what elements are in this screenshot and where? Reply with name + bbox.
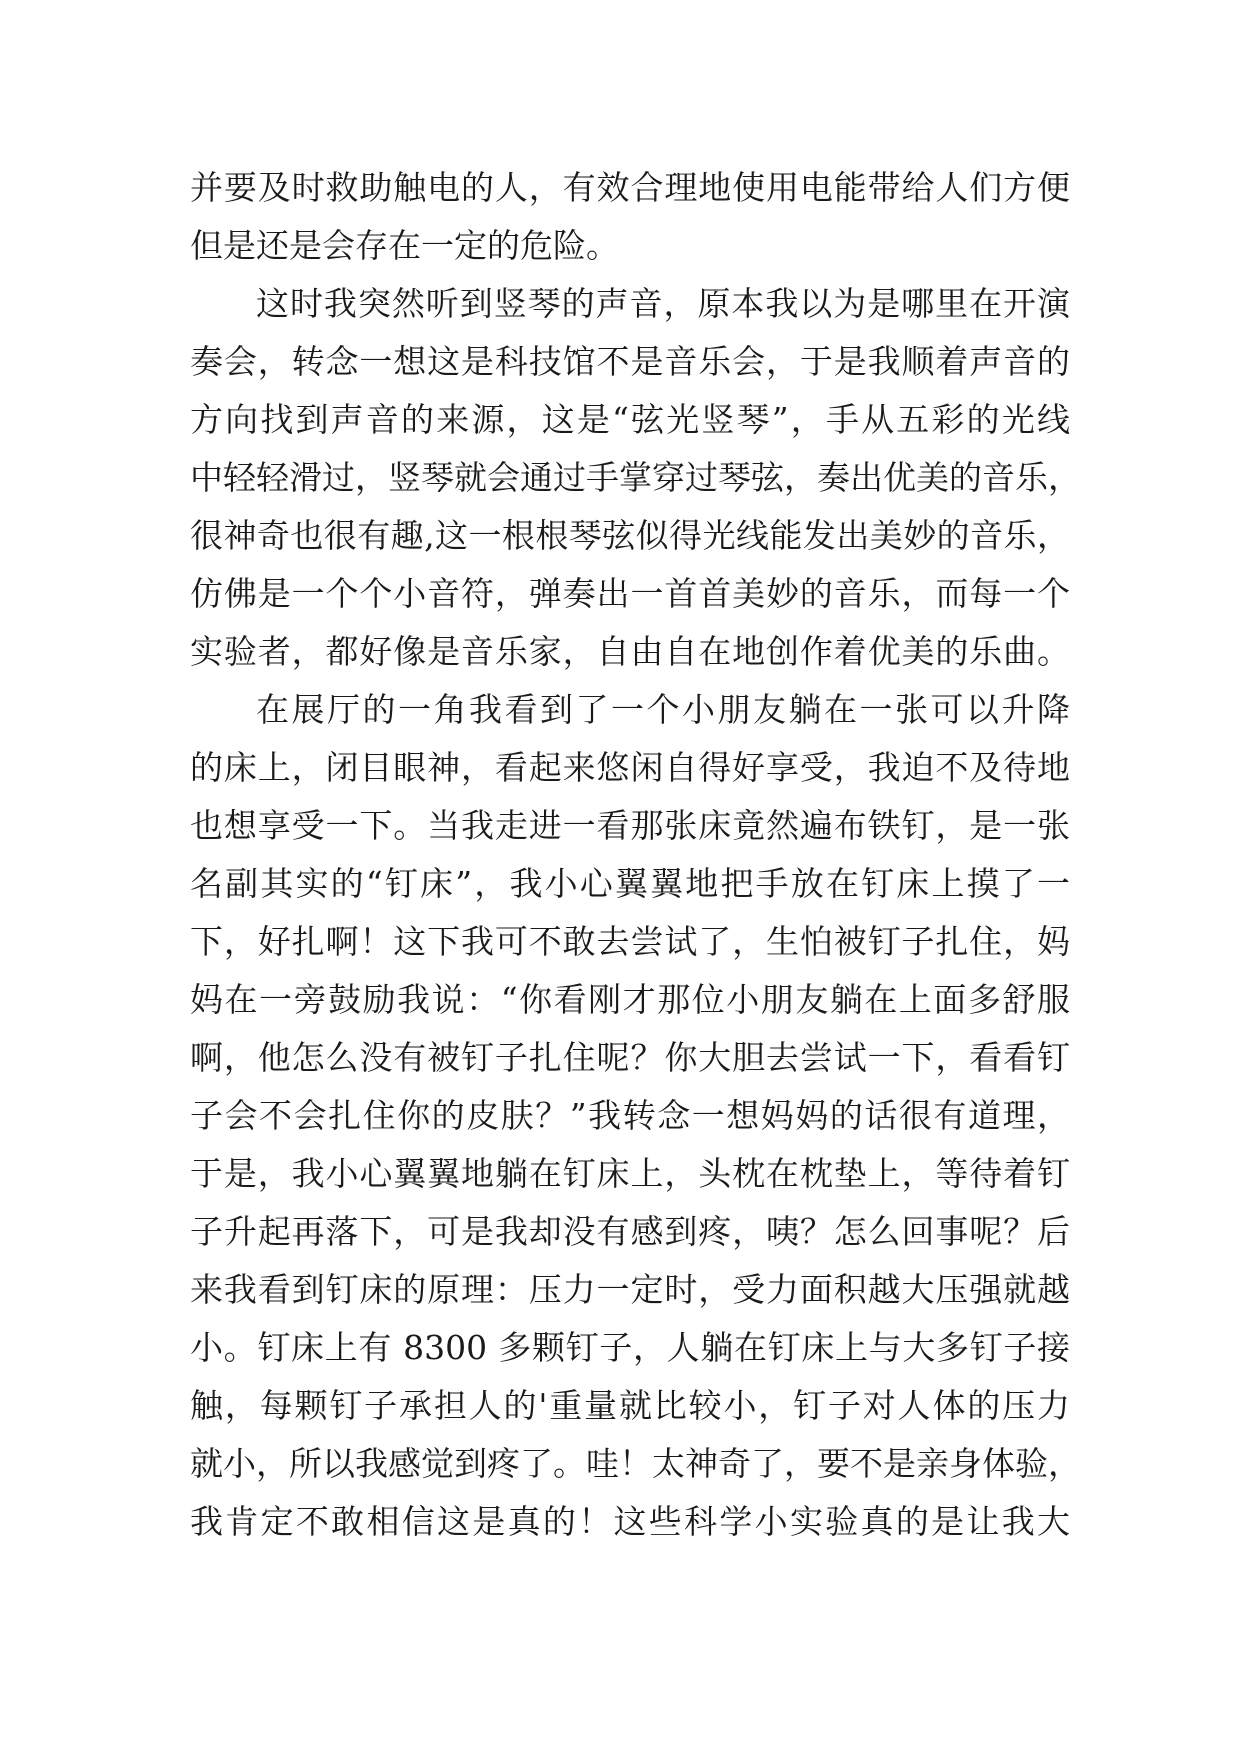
text-line: 也想享受一下。当我走进一看那张床竟然遍布铁钉，是一张 [190,806,1070,845]
paragraph-start-line: 在展厅的一角我看到了一个小朋友躺在一张可以升降 [256,690,1070,729]
text-line: 小。钉床上有 8300 多颗钉子，人躺在钉床上与大多钉子接 [190,1328,1070,1367]
text-line: 奏会，转念一想这是科技馆不是音乐会，于是我顺着声音的 [190,342,1070,381]
text-line: 仿佛是一个个小音符，弹奏出一首首美妙的音乐，而每一个 [190,574,1070,613]
text-line: 但是还是会存在一定的危险。 [190,226,619,265]
text-line: 妈在一旁鼓励我说：“你看刚才那位小朋友躺在上面多舒服 [190,980,1070,1019]
text-line: 触，每颗钉子承担人的'重量就比较小，钉子对人体的压力 [190,1386,1070,1425]
text-line: 很神奇也很有趣,这一根根琴弦似得光线能发出美妙的音乐， [190,516,1070,555]
text-line: 来我看到钉床的原理：压力一定时，受力面积越大压强就越 [190,1270,1070,1309]
text-line: 中轻轻滑过，竖琴就会通过手掌穿过琴弦，奏出优美的音乐， [190,458,1081,497]
text-line: 下，好扎啊！这下我可不敢去尝试了，生怕被钉子扎住，妈 [190,922,1070,961]
text-line: 我肯定不敢相信这是真的！这些科学小实验真的是让我大 [190,1502,1070,1541]
text-line: 方向找到声音的来源，这是“弦光竖琴”，手从五彩的光线 [190,400,1070,439]
text-line: 就小，所以我感觉到疼了。哇！太神奇了，要不是亲身体验， [190,1444,1081,1483]
body-text [190,159,1081,1551]
text-line: 并要及时救助触电的人，有效合理地使用电能带给人们方便 [190,168,1070,207]
text-line: 子升起再落下，可是我却没有感到疼，咦？怎么回事呢？后 [190,1212,1070,1251]
text-line: 名副其实的“钉床”，我小心翼翼地把手放在钉床上摸了一 [190,864,1070,903]
paragraph-start-line: 这时我突然听到竖琴的声音，原本我以为是哪里在开演 [256,284,1070,323]
text-line: 的床上，闭目眼神，看起来悠闲自得好享受，我迫不及待地 [190,748,1070,787]
text-line: 啊，他怎么没有被钉子扎住呢？你大胆去尝试一下，看看钉 [190,1038,1070,1077]
text-line: 实验者，都好像是音乐家，自由自在地创作着优美的乐曲。 [190,632,1070,671]
text-line: 子会不会扎住你的皮肤？”我转念一想妈妈的话很有道理， [190,1096,1070,1135]
text-line: 于是，我小心翼翼地躺在钉床上，头枕在枕垫上，等待着钉 [190,1154,1070,1193]
